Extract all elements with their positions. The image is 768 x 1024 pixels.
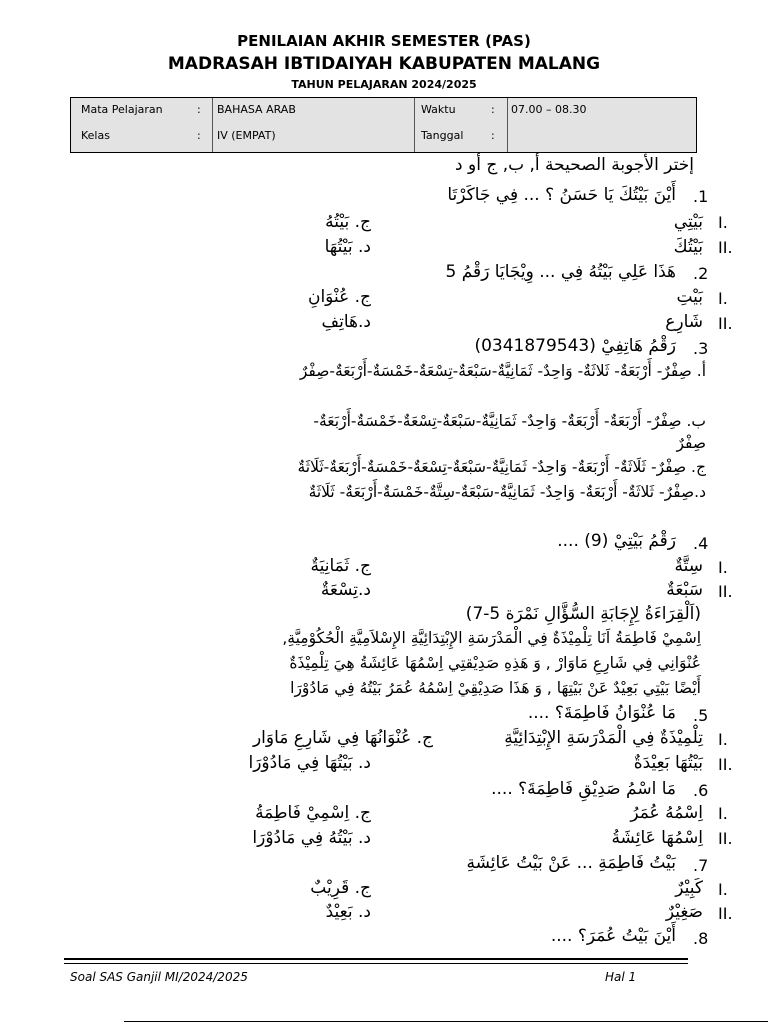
option-b[interactable]: اِسْمُهَا عَائِشَةُ xyxy=(611,828,703,848)
question-number: .8 xyxy=(693,929,709,948)
option-roman-ii: II. xyxy=(718,904,733,923)
option-b[interactable]: بَيْتُكَ xyxy=(673,237,703,257)
question-number: .7 xyxy=(693,856,709,875)
option-roman-i: I. xyxy=(718,880,728,899)
question-number: .3 xyxy=(693,339,709,358)
option-c[interactable]: ج. ثَمَانِيَةٌ xyxy=(310,556,371,576)
class-label: Kelas xyxy=(81,129,110,142)
option-a[interactable]: بَيْتِ xyxy=(676,287,703,307)
reading-line: اِسْمِيْ فَاطِمَةُ اَنَا تِلْمِيْذَةٌ فِي الْمَدْرَسَةِ الإِبْتِدَائِيَّةِ الإِسْلاَمِيَّةِ الْحُكُوْمِيَّةِ, xyxy=(282,629,701,647)
option-d[interactable]: د. بَيْتُهَا فِي مَادُوْرَا xyxy=(248,753,371,773)
page-number: Hal 1 xyxy=(605,970,637,984)
option-c[interactable]: ج. قَرِيْبٌ xyxy=(310,878,371,898)
colon: : xyxy=(491,103,495,116)
instruction: إختر الأجوبة الصحيحة أ, ب, ج أو د xyxy=(455,155,694,175)
colon: : xyxy=(197,103,201,116)
option-d[interactable]: د.تِسْعَةٌ xyxy=(320,580,371,600)
question-text: رَقْمُ هَاتِفِيْ (0341879543) xyxy=(474,336,676,356)
question-text: رَقْمُ بَيْتِيْ (9) .... xyxy=(557,531,676,551)
question-number: .1 xyxy=(693,187,709,206)
option-roman-ii: II. xyxy=(718,238,733,257)
reading-line: أَيْضًا بَيْتِي بَعِيْدٌ عَنْ بَيْتِهَا , وَ هَذَا صَدِيْقِيْ اِسْمُهُ عُمَرُ بَيْتُهُ فِي مَادُوْرَا xyxy=(290,679,701,697)
option-roman-i: I. xyxy=(718,213,728,232)
time-label: Waktu xyxy=(421,103,456,116)
colon: : xyxy=(491,129,495,142)
colon: : xyxy=(197,129,201,142)
option-c[interactable]: ج. عُنْوَانُهَا فِي شَارِعِ مَاوَار xyxy=(252,728,433,748)
option-a[interactable]: أ. صِفْرٌ- أَرْبَعَةٌ- ثَلاثَةٌ- وَاحِدٌ- ثَمَانِيَّةٌ-سَبْعَةٌ-تِسْعَةٌ-خَمْسَةٌ-أَرْبَعَةٌ-صِفْرٌ xyxy=(299,362,706,380)
table-divider xyxy=(414,98,415,152)
date-label: Tanggal xyxy=(421,129,464,142)
footer-rule xyxy=(64,963,688,964)
question-number: .5 xyxy=(693,706,709,725)
question-text: أَيْنَ بَيْتُكَ يَا حَسَنُ ؟ ... فِي جَاكَرْتَا xyxy=(447,185,676,205)
subject-value: BAHASA ARAB xyxy=(217,103,296,116)
option-b-continued[interactable]: صِفْرٌ xyxy=(676,434,706,452)
option-b[interactable]: صَغِيْرٌ xyxy=(665,902,703,922)
option-roman-ii: II. xyxy=(718,755,733,774)
footer-left: Soal SAS Ganjil MI/2024/2025 xyxy=(70,970,248,984)
exam-title: PENILAIAN AKHIR SEMESTER (PAS) xyxy=(237,32,531,50)
question-text: أَيْنَ بَيْتُ عُمَرَ؟ .... xyxy=(550,926,676,946)
info-table xyxy=(70,97,697,153)
option-roman-i: I. xyxy=(718,289,728,308)
subject-label: Mata Pelajaran xyxy=(81,103,163,116)
option-b[interactable]: بَيْتُهَا بَعِيْدَةٌ xyxy=(633,753,703,773)
option-roman-i: I. xyxy=(718,730,728,749)
option-b[interactable]: شَارِع xyxy=(665,312,703,332)
option-a[interactable]: كَبِيْرٌ xyxy=(675,878,703,898)
option-roman-ii: II. xyxy=(718,829,733,848)
table-divider xyxy=(212,98,213,152)
option-a[interactable]: بَيْتِي xyxy=(673,212,703,232)
option-c[interactable]: ج. صِفْرٌ- ثَلَاثَةٌ- أَرْبَعَةٌ- وَاحِدٌ- ثَمَانِيَّةٌ-سَبْعَةٌ-تِسْعَةٌ-خَمْسَةٌ-أَرْبَعَةٌ-ثَلَاثَةٌ xyxy=(297,458,706,476)
question-number: .2 xyxy=(693,264,709,283)
footer-rule xyxy=(64,958,688,960)
option-roman-ii: II. xyxy=(718,314,733,333)
question-text: هَذَا عَلِي بَيْتُهُ فِي ... وِيْجَايَا رَقْمُ 5 xyxy=(445,262,676,282)
option-d[interactable]: د.هَاتِفِ xyxy=(321,312,371,332)
table-divider xyxy=(507,98,508,152)
option-b[interactable]: سَبْعَةٌ xyxy=(666,580,703,600)
option-c[interactable]: ج. بَيْتُهُ xyxy=(325,212,371,232)
option-c[interactable]: ج. اِسْمِيْ فَاطِمَةُ xyxy=(255,803,371,823)
option-roman-i: I. xyxy=(718,558,728,577)
time-value: 07.00 – 08.30 xyxy=(511,103,587,116)
option-d[interactable]: د. بَيْتُهُ فِي مَادُوْرَا xyxy=(252,828,371,848)
option-d[interactable]: د.صِفْرٌ- ثَلاثَةٌ- أَرْبَعَةٌ- وَاحِدٌ- ثَمَانِيَّةٌ-سَبْعَةٌ-سِتَّةٌ-خَمْسَةٌ-أَرْبَعَةٌ- ثَلَاثَةٌ xyxy=(308,483,706,501)
option-b[interactable]: ب. صِفْرٌ- أَرْبَعَةٌ- أَرْبَعَةٌ- وَاحِدٌ- ثَمَانِيَّةٌ-سَبْعَةٌ-تِسْعَةٌ-خَمْسَةٌ-أَرْبَعَةٌ- xyxy=(313,412,706,430)
option-a[interactable]: تِلْمِيْذَةٌ فِي الْمَدْرَسَةِ الإِبْتِدَائِيَّةِ xyxy=(504,728,703,748)
reading-title: (اَلْقِرَاءَةُ لِإِجَابَةِ السُّؤَّالِ نَمْرَة 5-7) xyxy=(465,604,701,624)
option-a[interactable]: سِتَّةٌ xyxy=(674,556,703,576)
academic-year: TAHUN PELAJARAN 2024/2025 xyxy=(291,78,477,91)
question-number: .4 xyxy=(693,534,709,553)
page-bottom-rule xyxy=(124,1021,768,1022)
option-d[interactable]: د. بَعِيْدٌ xyxy=(325,902,371,922)
option-roman-ii: II. xyxy=(718,582,733,601)
option-d[interactable]: د. بَيْتُهَا xyxy=(324,237,371,257)
question-text: مَا اسْمُ صَدِيْقِ فَاطِمَةَ؟ .... xyxy=(491,779,676,799)
option-a[interactable]: اِسْمُهُ عُمَرُ xyxy=(630,803,703,823)
question-number: .6 xyxy=(693,781,709,800)
question-text: بَيْتُ فَاطِمَةِ ... عَنْ بَيْتُ عَائِشَةِ xyxy=(466,853,676,873)
reading-line: عُنْوَانِي فِي شَارِعِ مَاوَارْ , وَ هَذِهِ صَدِيْقتِي اِسْمُهَا عَائِشَةُ هِيَ تِلْمِيْذَةٌ xyxy=(289,654,701,672)
option-roman-i: I. xyxy=(718,804,728,823)
class-value: IV (EMPAT) xyxy=(217,129,276,142)
question-text: مَا عُنْوَانُ فَاطِمَةَ؟ .... xyxy=(527,703,676,723)
option-c[interactable]: ج. عُنْوَانِ xyxy=(307,287,371,307)
school-name: MADRASAH IBTIDAIYAH KABUPATEN MALANG xyxy=(167,54,601,74)
